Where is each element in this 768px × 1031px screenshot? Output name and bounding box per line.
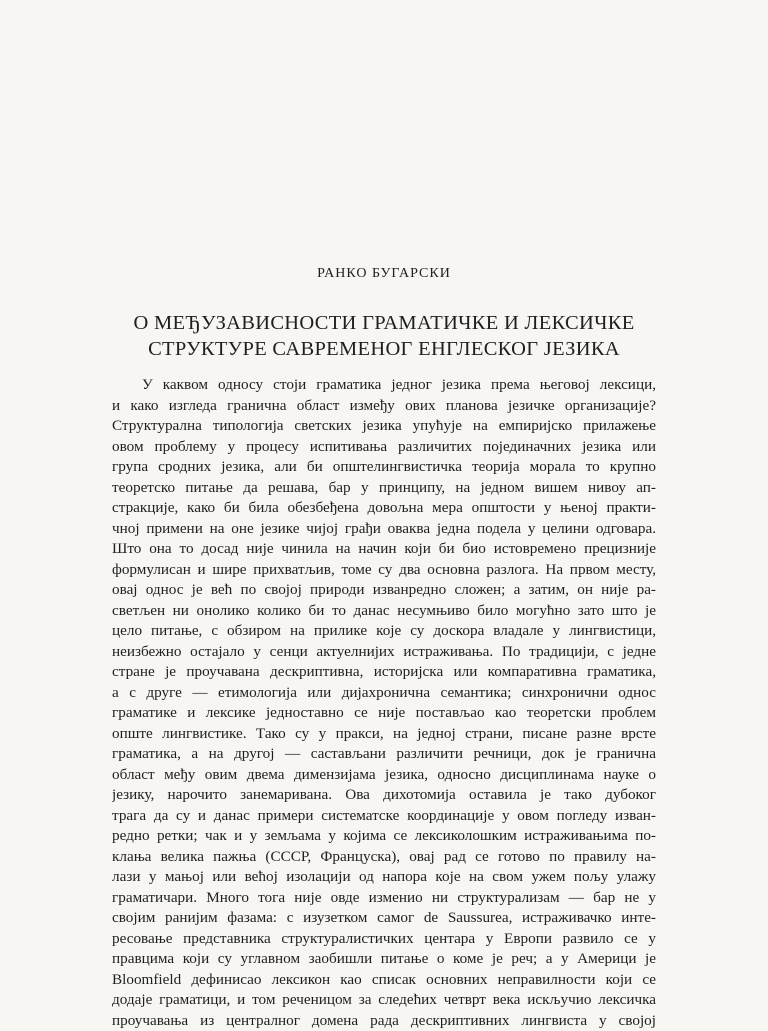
body-paragraph bbox=[112, 375, 656, 1031]
text-line: Структурална типологија светских језика упућује на емпиријско прилажење bbox=[112, 416, 656, 437]
text-line: трага да су и данас примери систематске координације у овом погледу изван- bbox=[112, 806, 656, 827]
text-line: стракције, како би била обезбеђена довољна мера општости у њеној практи- bbox=[112, 498, 656, 519]
text-line: клања велика пажња (СССР, Француска), овај рад се готово по правилу на- bbox=[112, 847, 656, 868]
text-line: проучавања из централног домена рада дескриптивних лингвиста у својој bbox=[112, 1011, 656, 1031]
text-line: граматичари. Много тога није овде изменио ни структурализам — бар не у bbox=[112, 888, 656, 909]
text-line: Bloomfield дефинисао лексикон као списак основних неправилности који се bbox=[112, 970, 656, 991]
text-line: стране је проучавана дескриптивна, историјска или компаративна граматика, bbox=[112, 662, 656, 683]
text-line: правцима који су углавном заобишли питање о коме је реч; а у Америци је bbox=[112, 949, 656, 970]
text-line: формулисан и шире прихватљив, томе су два основна разлога. На првом месту, bbox=[112, 560, 656, 581]
text-line: и како изгледа гранична област између ових планова језичке организације? bbox=[112, 396, 656, 417]
article-title bbox=[0, 310, 768, 362]
text-line: теоретско питање да решава, бар у принципу, на једном вишем нивоу ап- bbox=[112, 478, 656, 499]
text-line: овом проблему у процесу испитивања различитих појединачних језика или bbox=[112, 437, 656, 458]
text-line: својим ранијим фазама: с изузетком самог de Saussurea, истраживачко инте- bbox=[112, 908, 656, 929]
text-line: граматике и лексике једноставно се није постављао као теоретски проблем bbox=[112, 703, 656, 724]
text-line: језику, нарочито занемаривана. Ова дихотомија оставила је тако дубоког bbox=[112, 785, 656, 806]
text-line: неизбежно остајало у сенци актуелнијих истраживања. По традицији, с једне bbox=[112, 642, 656, 663]
text-line: опште лингвистике. Тако су у пракси, на једној страни, писане разне врсте bbox=[112, 724, 656, 745]
text-line: овај однос је већ по својој природи изванредно сложен; а затим, он није ра- bbox=[112, 580, 656, 601]
text-line: У каквом односу стоји граматика једног језика према његовој лексици, bbox=[112, 375, 656, 396]
text-line: чној примени на оне језике чијој грађи оваква једна подела у целини одговара. bbox=[112, 519, 656, 540]
title-line: СТРУКТУРЕ САВРЕМЕНОГ ЕНГЛЕСКОГ ЈЕЗИКА bbox=[0, 336, 768, 362]
text-line: редно ретки; чак и у земљама у којима се лексиколошким истраживањима по- bbox=[112, 826, 656, 847]
text-line: ресовање представника структуралистичких центара у Европи развило се у bbox=[112, 929, 656, 950]
text-line: лази у мањој или већој изолацији од напора које на свом ужем пољу улажу bbox=[112, 867, 656, 888]
text-line: а с друге — етимологија или дијахронична семантика; синхронични однос bbox=[112, 683, 656, 704]
author-name: РАНКО БУГАРСКИ bbox=[0, 266, 768, 282]
text-line: цело питање, с обзиром на прилике које су доскора владале у лингвистици, bbox=[112, 621, 656, 642]
title-line: О МЕЂУЗАВИСНОСТИ ГРАМАТИЧКЕ И ЛЕКСИЧКЕ bbox=[0, 310, 768, 336]
text-line: Што она то досад није чинила на начин који би био истовремено прецизније bbox=[112, 539, 656, 560]
text-line: додаје граматици, и том реченицом за следећих четврт века искључио лексичка bbox=[112, 990, 656, 1011]
text-line: група сродних језика, али би општелингвистичка теорија морала то крупно bbox=[112, 457, 656, 478]
text-line: област међу овим двема димензијама језика, односно дисциплинама науке о bbox=[112, 765, 656, 786]
text-line: граматика, а на другој — састављани различити речници, док је гранична bbox=[112, 744, 656, 765]
text-line: светљен ни онолико колико би то данас несумњиво било могућно зато што је bbox=[112, 601, 656, 622]
